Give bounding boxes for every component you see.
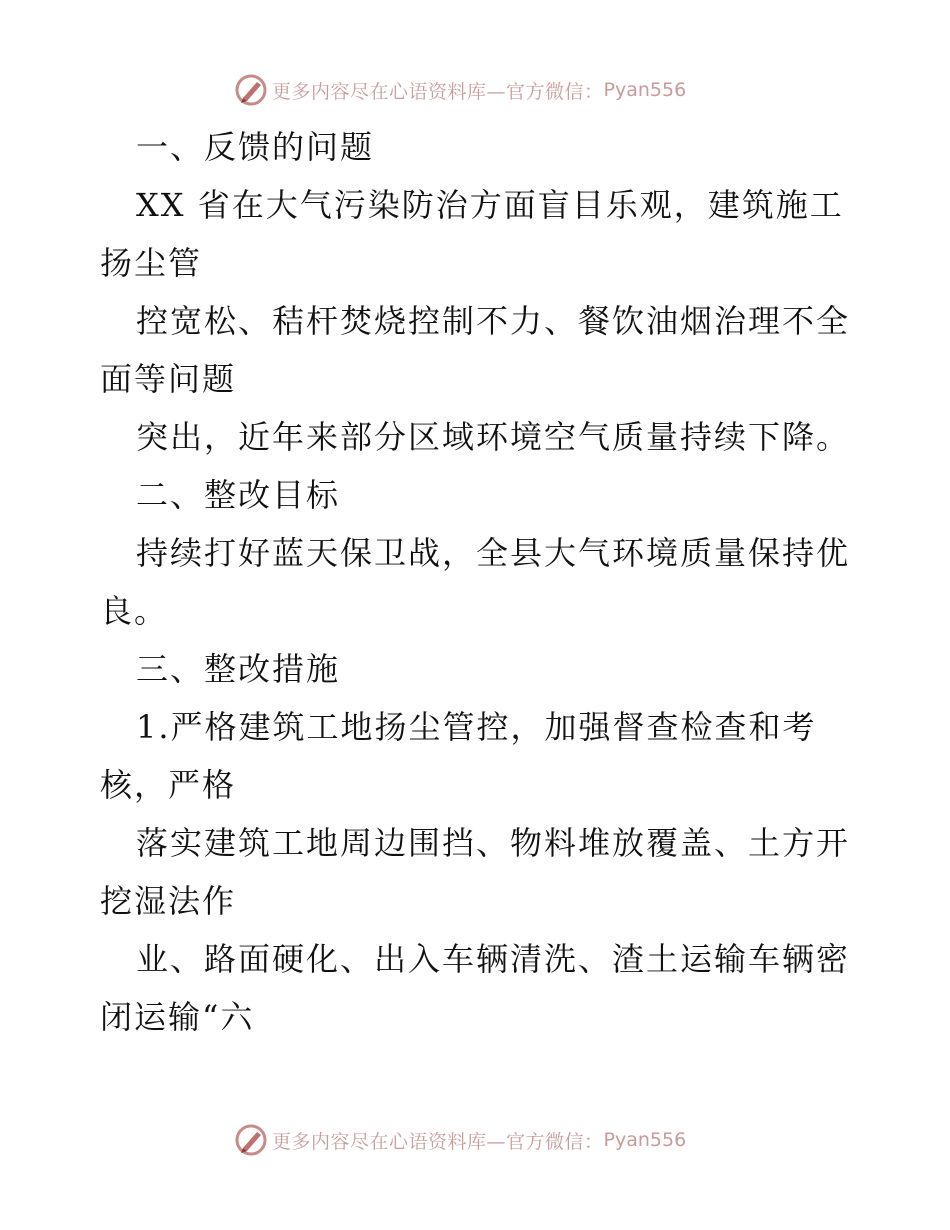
text-line: 核，严格 [100, 766, 237, 804]
text-line: 扬尘管 [100, 244, 203, 282]
text-line: 一、反馈的问题 [136, 128, 375, 166]
text-line: 二、整改目标 [136, 476, 341, 514]
watermark-wechat-id: Pyan556 [603, 1129, 687, 1151]
text-line: 挖湿法作 [100, 882, 237, 920]
footer-watermark [234, 1122, 686, 1158]
text-line: 三、整改措施 [136, 650, 341, 688]
pen-logo-icon [234, 1123, 268, 1157]
text-line: 闭运输“六 [100, 998, 255, 1036]
text-line: 持续打好蓝天保卫战，全县大气环境质量保持优 [136, 534, 851, 572]
header-watermark [234, 72, 686, 108]
text-line: 面等问题 [100, 360, 237, 398]
watermark-text: 更多内容尽在心语资料库—官方微信： [272, 1130, 604, 1153]
pen-logo-icon [234, 73, 268, 107]
text-line: 突出，近年来部分区域环境空气质量持续下降。 [136, 418, 851, 456]
text-line: 落实建筑工地周边围挡、物料堆放覆盖、土方开 [136, 824, 851, 862]
text-line: 良。 [100, 592, 169, 630]
text-line: XX 省在大气污染防治方面盲目乐观，建筑施工 [136, 186, 844, 224]
text-line: 业、路面硬化、出入车辆清洗、渣土运输车辆密 [136, 940, 851, 978]
text-line: 控宽松、秸杆焚烧控制不力、餐饮油烟治理不全 [136, 302, 851, 340]
watermark-text: 更多内容尽在心语资料库—官方微信： [272, 80, 604, 103]
document-body [100, 118, 860, 1046]
watermark-wechat-id: Pyan556 [603, 79, 687, 101]
text-line: 1.严格建筑工地扬尘管控，加强督查检查和考 [136, 708, 817, 746]
